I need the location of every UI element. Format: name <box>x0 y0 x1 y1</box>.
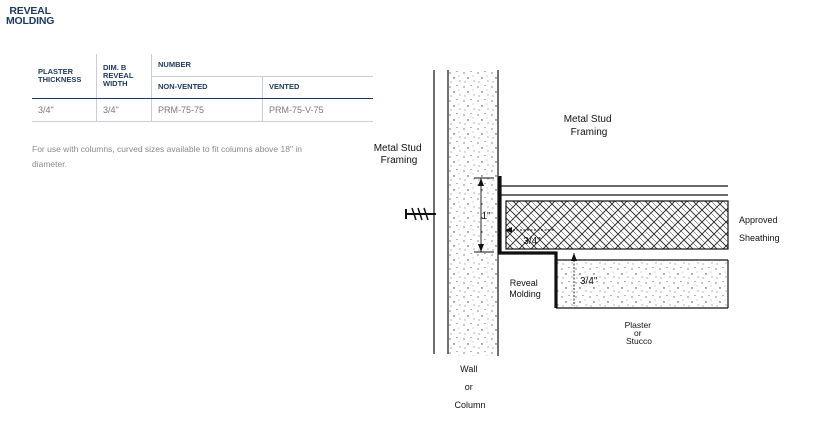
label-metal-stud-right: Metal Stud Framing <box>563 114 612 138</box>
header-number: NUMBER <box>152 54 374 76</box>
cell-non-vented: PRM-75-75 <box>152 98 263 121</box>
header-dim-line2: REVEAL <box>103 70 134 80</box>
header-plaster-line1: PLASTER <box>38 66 74 76</box>
cell-plaster: 3/4" <box>32 98 97 121</box>
header-dim-line1: DIM. B <box>103 62 127 72</box>
cell-dim: 3/4" <box>97 98 152 121</box>
heading-line-1: REVEAL <box>9 5 51 17</box>
usage-note: For use with columns, curved sizes available to fit columns above 18" in diameter. <box>32 144 302 169</box>
header-plaster-line2: THICKNESS <box>38 74 82 84</box>
header-non-vented: NON-VENTED <box>152 76 263 98</box>
label-metal-stud-left: Metal Stud Framing <box>373 143 422 166</box>
cell-vented: PRM-75-V-75 <box>263 98 374 121</box>
header-vented: VENTED <box>263 76 374 98</box>
heading-line-2: MOLDING <box>6 15 55 27</box>
label-plaster-stucco: Plaster or Stucco <box>624 320 652 346</box>
header-dim-line3: WIDTH <box>103 78 128 88</box>
label-dim-1: 1" <box>481 211 491 222</box>
label-approved-sheathing: Approved Sheathing <box>739 215 780 243</box>
label-dim-34-vertical: 3/4" <box>580 276 598 287</box>
screw-icon <box>406 208 436 220</box>
label-wall-column: Wall or Column <box>454 364 486 410</box>
label-dim-34-horizontal: 3/4" <box>523 236 541 247</box>
label-reveal-molding: Reveal Molding <box>509 278 541 299</box>
